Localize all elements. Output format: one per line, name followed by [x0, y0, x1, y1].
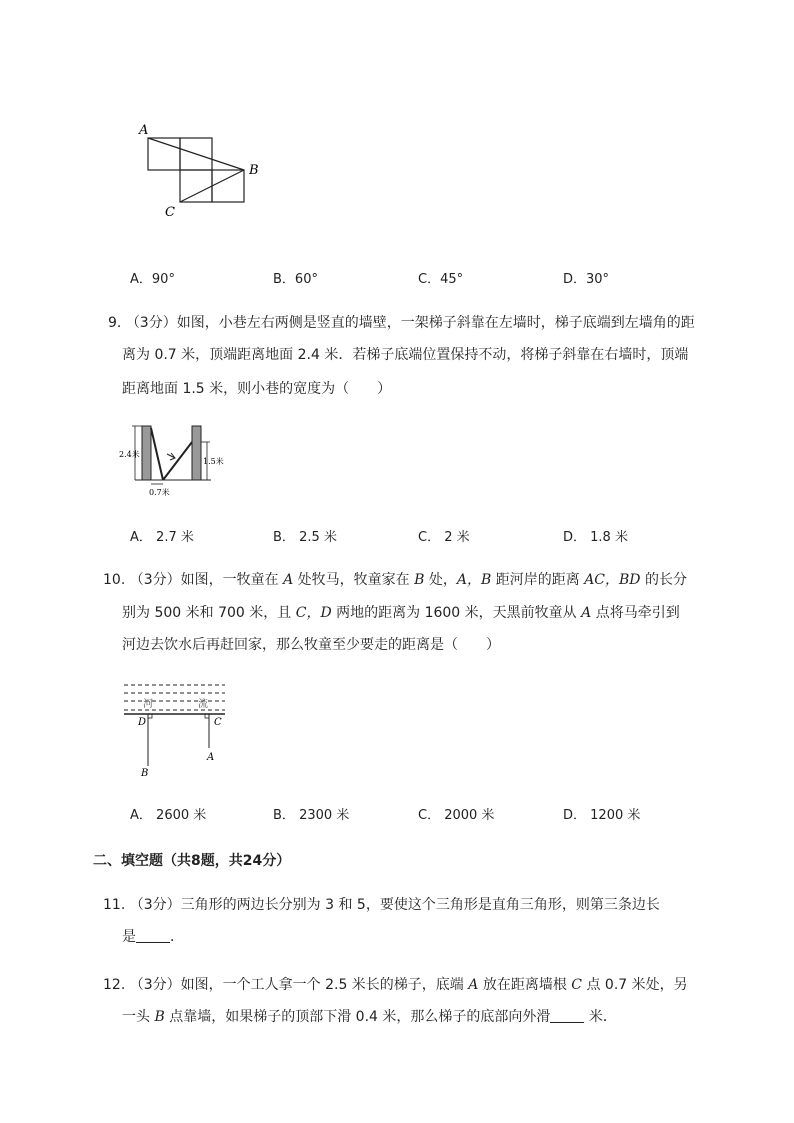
- q9-right-height-label: 1.5米: [203, 457, 224, 466]
- section-heading: 二、填空题（共8题，共24分）: [93, 853, 291, 869]
- question-number: 12.: [103, 977, 126, 993]
- q10-line-2: 别为 500 米和 700 米，且 C，D 两地的距离为 1600 米，天黑前牧童从 A 点将马牵引到: [122, 605, 680, 621]
- q9-option-d[interactable]: D． 1.8 米: [563, 530, 628, 545]
- q9-ladder-figure: [115, 420, 235, 500]
- q10-line-3: 河边去饮水后再赶回家，那么牧童至少要走的距离是（ ）: [122, 637, 500, 653]
- question-number: 10.: [103, 572, 126, 588]
- q10-line-1: 10. （3分）如图，一牧童在 A 处牧马，牧童家在 B 处，A，B 距河岸的距离 AC，BD 的长分: [103, 572, 687, 588]
- q9-left-height-label: 2.4米: [119, 450, 140, 459]
- q8-option-d[interactable]: D．30°: [563, 272, 610, 287]
- q9-option-b[interactable]: B． 2.5 米: [273, 530, 337, 545]
- q10-option-a[interactable]: A． 2600 米: [130, 808, 207, 823]
- answer-blank[interactable]: [550, 1008, 584, 1023]
- q9-option-a[interactable]: A． 2.7 米: [130, 530, 194, 545]
- q10-label-a: A: [207, 752, 215, 763]
- q9-line-2: 离为 0.7 米，顶端距离地面 2.4 米．若梯子底端位置保持不动，将梯子斜靠在右墙时，顶端: [122, 347, 689, 363]
- answer-blank[interactable]: [136, 928, 170, 943]
- q8-option-b[interactable]: B．60°: [273, 272, 318, 287]
- q8-label-b: B: [249, 163, 259, 178]
- q10-option-d[interactable]: D． 1200 米: [563, 808, 641, 823]
- q10-label-b: B: [141, 768, 149, 779]
- q8-option-a[interactable]: A．90°: [130, 272, 175, 287]
- q9-bottom-label: 0.7米: [149, 488, 170, 497]
- question-number: 9.: [108, 315, 122, 331]
- q9-line-1: 9. （3分）如图，小巷左右两侧是竖直的墙壁，一架梯子斜靠在左墙时，梯子底端到左墙角的距: [108, 315, 695, 331]
- q10-option-b[interactable]: B． 2300 米: [273, 808, 350, 823]
- q10-river-figure: [120, 680, 235, 780]
- q10-river-label-he: 河: [143, 699, 153, 710]
- q11-line-2: 是 ．: [122, 929, 184, 945]
- q10-label-d: D: [138, 717, 147, 728]
- q12-line-1: 12. （3分）如图，一个工人拿一个 2.5 米长的梯子，底端 A 放在距离墙根 C 点 0.7 米处，另: [103, 977, 688, 993]
- q8-option-c[interactable]: C．45°: [418, 272, 464, 287]
- q10-label-c: C: [214, 717, 222, 728]
- q12-line-2: 一头 B 点靠墙，如果梯子的顶部下滑 0.4 米，那么梯子的底部向外滑 米．: [122, 1009, 617, 1025]
- q11-line-1: 11. （3分）三角形的两边长分别为 3 和 5，要使这个三角形是直角三角形，则第三条边长: [103, 897, 660, 913]
- question-number: 11.: [103, 897, 126, 913]
- q10-river-label-liu: 流: [198, 699, 208, 710]
- q8-label-c: C: [165, 205, 175, 220]
- q8-label-a: A: [139, 123, 149, 138]
- q9-option-c[interactable]: C． 2 米: [418, 530, 470, 545]
- q8-grid-figure: [130, 120, 280, 220]
- q10-option-c[interactable]: C． 2000 米: [418, 808, 495, 823]
- q9-line-3: 距离地面 1.5 米，则小巷的宽度为（ ）: [122, 381, 392, 397]
